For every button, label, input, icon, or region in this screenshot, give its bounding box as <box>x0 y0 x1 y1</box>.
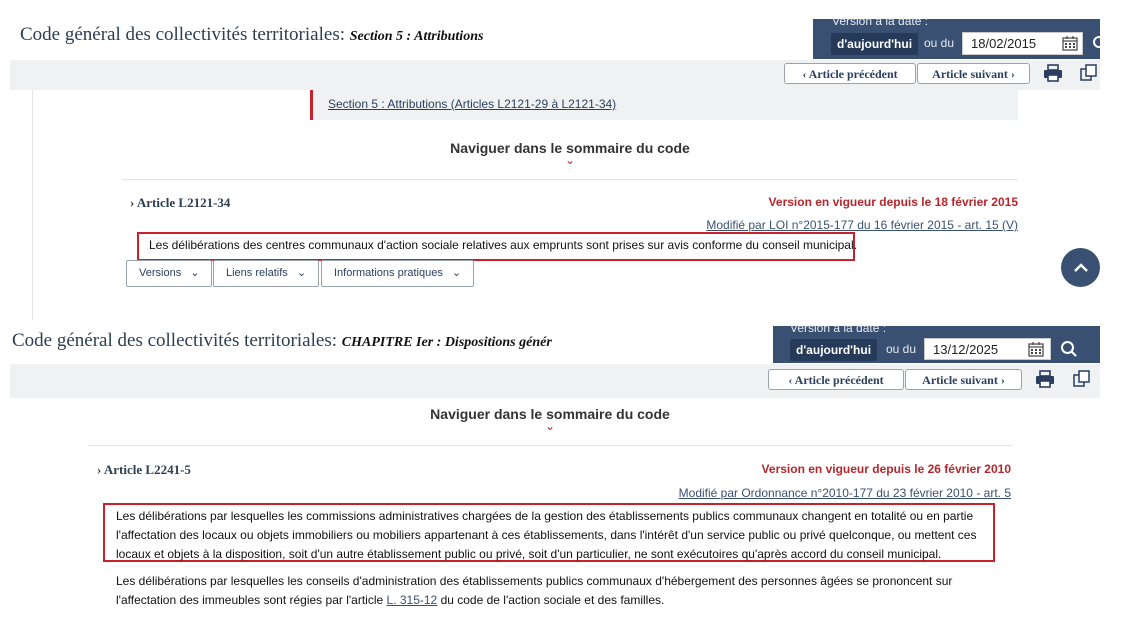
or-label: ou du <box>924 36 955 50</box>
tab-liens-label: Liens relatifs <box>226 267 288 279</box>
chevron-down-icon: ⌄ <box>451 267 462 279</box>
modified-by-link[interactable]: Modifié par Ordonnance n°2010-177 du 23 février 2010 - art. 5 <box>678 486 1011 500</box>
article-title-text: Article L2241-5 <box>103 462 191 477</box>
code-title <box>20 24 483 46</box>
chevron-down-icon: ⌄ <box>296 267 307 279</box>
or-label: ou du <box>886 342 917 356</box>
next-article-button[interactable]: Article suivant › <box>905 369 1022 390</box>
chevron-up-icon <box>1073 263 1089 273</box>
today-button[interactable]: d'aujourd'hui <box>790 339 877 361</box>
scroll-to-top-button[interactable] <box>1061 248 1100 287</box>
navigate-sommaire-link[interactable]: Naviguer dans le sommaire du code <box>430 406 670 422</box>
paragraph-text-end: du code de l'action sociale et des familles. <box>440 593 665 607</box>
tab-liens-relatifs[interactable] <box>213 260 319 287</box>
divider <box>88 445 1012 446</box>
version-status: Version en vigueur depuis le 18 février 2015 <box>768 195 1018 209</box>
date-label: Version à la date : <box>832 14 929 28</box>
left-rule <box>32 90 33 320</box>
section-title: Section 5 : Attributions <box>349 29 484 44</box>
tab-infos-label: Informations pratiques <box>334 267 443 279</box>
tab-versions[interactable] <box>126 260 212 287</box>
article-paragraph-2 <box>116 572 986 610</box>
print-icon[interactable] <box>1043 64 1063 82</box>
section-title: CHAPITRE Ier : Dispositions génér <box>341 335 552 350</box>
chevron-right-icon: › <box>130 195 135 210</box>
navigate-sommaire-link[interactable]: Naviguer dans le sommaire du code <box>450 140 690 156</box>
version-status: Version en vigueur depuis le 26 février 2010 <box>761 462 1011 476</box>
next-article-button[interactable]: Article suivant › <box>917 63 1030 84</box>
date-value: 13/12/2025 <box>933 342 999 357</box>
date-label: Version à la date : <box>790 321 887 335</box>
breadcrumb-link[interactable]: Section 5 : Attributions (Articles L2121-29 à L2121-34) <box>328 97 617 111</box>
print-icon[interactable] <box>1035 370 1055 388</box>
previous-article-button[interactable]: ‹ Article précédent <box>784 63 916 84</box>
copy-icon[interactable] <box>1080 64 1098 82</box>
breadcrumb-accent <box>310 90 313 120</box>
search-icon[interactable] <box>1091 35 1100 51</box>
today-button[interactable]: d'aujourd'hui <box>831 33 918 55</box>
previous-article-button[interactable]: ‹ Article précédent <box>768 369 904 390</box>
date-value: 18/02/2015 <box>971 36 1037 51</box>
chevron-down-icon[interactable]: ⌄ <box>564 153 576 167</box>
tab-versions-label: Versions <box>139 267 182 279</box>
paragraph-text: Les délibérations par lesquelles les conseils d'administration des établissements publics communaux d'hébergement des personnes âgées se prononcent sur l'affectation des immeubles sont régies par l'article <box>116 574 953 607</box>
chevron-right-icon: › <box>97 462 102 477</box>
tab-informations-pratiques[interactable] <box>321 260 474 287</box>
article-title[interactable] <box>130 195 230 211</box>
copy-icon[interactable] <box>1073 370 1091 388</box>
article-title-text: Article L2121-34 <box>136 195 231 210</box>
divider <box>122 179 1018 180</box>
chevron-down-icon[interactable]: ⌄ <box>544 419 556 433</box>
calendar-icon[interactable] <box>1062 35 1078 51</box>
code-reference-link[interactable]: L. 315-12 <box>386 593 438 607</box>
modified-by-link[interactable]: Modifié par LOI n°2015-177 du 16 février 2015 - art. 15 (V) <box>706 218 1018 232</box>
chevron-down-icon: ⌄ <box>190 267 200 279</box>
code-title-text: Code général des collectivités territoriales: <box>20 24 345 45</box>
code-title <box>12 330 552 352</box>
search-icon[interactable] <box>1060 340 1078 358</box>
article-text: Les délibérations des centres communaux d'action sociale relatives aux emprunts sont prises sur avis conforme du conseil municipal. <box>149 238 857 252</box>
article-title[interactable] <box>97 462 191 478</box>
code-title-text: Code général des collectivités territoriales: <box>12 330 337 351</box>
article-text: Les délibérations par lesquelles les commissions administratives chargées de la gestion des établissements publics communaux changent en totalité ou en partie l'affectation des locaux ou objets immobiliers ou mobiliers appartenant à ces établissements, dans l'intérêt d'un service public ou privé quelconque, ou mettent ces locaux et objets à la disposition, soit d'un autre établissement public ou privé, soit d'un particulier, ne sont exécutoires qu'après accord du conseil municipal. <box>116 509 977 561</box>
calendar-icon[interactable] <box>1028 341 1044 357</box>
